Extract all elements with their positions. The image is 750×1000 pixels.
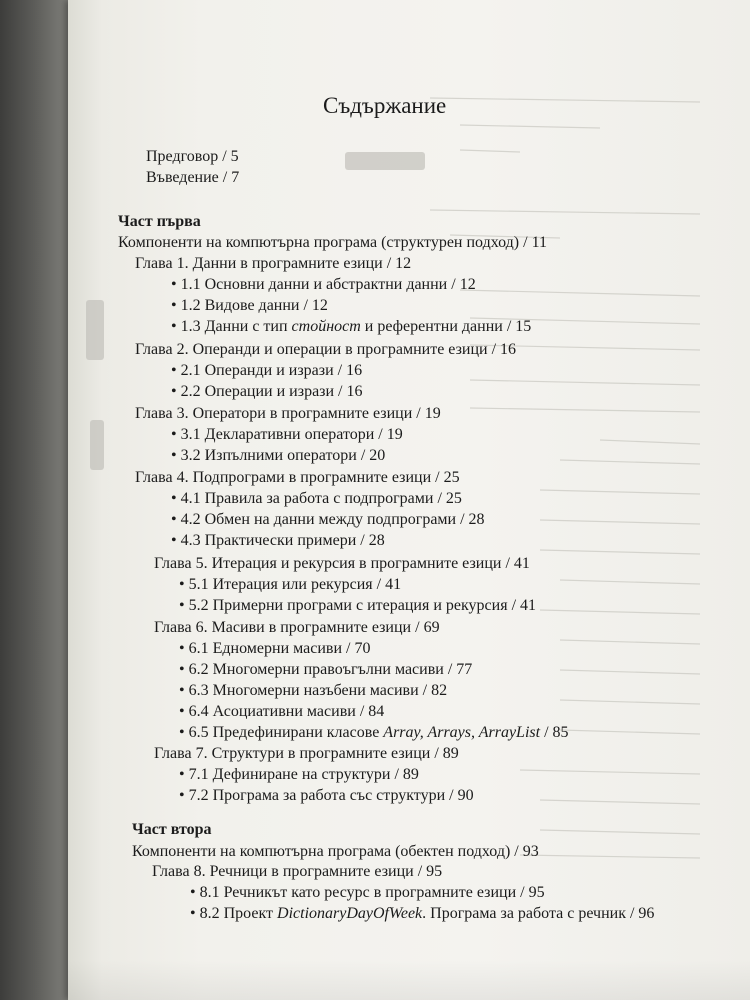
section-4-2: • 4.2 Обмен на данни между подпрограми / 28 (171, 510, 485, 530)
section-1-3: • 1.3 Данни с тип стойност и референтни данни / 15 (171, 317, 531, 337)
part-one-subtitle: Компоненти на компютърна програма (структурен подход) / 11 (118, 234, 547, 251)
chapter-4-title: Глава 4. Подпрограми в програмните езици / 25 (135, 469, 460, 486)
section-1-2: • 1.2 Видове данни / 12 (171, 296, 328, 316)
chapter-8-title: Глава 8. Речници в програмните езици / 95 (152, 863, 443, 880)
section-6-2: • 6.2 Многомерни правоъгълни масиви / 77 (179, 660, 472, 680)
toc-entry-preface: Предговор / 5 (146, 148, 239, 165)
section-6-3: • 6.3 Многомерни назъбени масиви / 82 (179, 681, 447, 701)
section-6-4: • 6.4 Асоциативни масиви / 84 (179, 702, 384, 722)
section-3-2: • 3.2 Изпълними оператори / 20 (171, 446, 385, 466)
section-1-1: • 1.1 Основни данни и абстрактни данни / 12 (171, 275, 476, 295)
section-3-1: • 3.1 Декларативни оператори / 19 (171, 425, 403, 445)
chapter-1-title: Глава 1. Данни в програмните езици / 12 (135, 255, 412, 272)
page-bottom-shadow (68, 960, 750, 1000)
part-two-subtitle: Компоненти на компютърна програма (обектен подход) / 93 (132, 843, 539, 860)
section-7-1: • 7.1 Дефиниране на структури / 89 (179, 765, 419, 785)
chapter-7-title: Глава 7. Структури в програмните езици / 89 (154, 745, 459, 762)
section-2-2: • 2.2 Операции и изрази / 16 (171, 382, 363, 402)
section-6-5: • 6.5 Предефинирани класове Array, Arrays, ArrayList / 85 (179, 723, 569, 743)
part-one-heading: Част първа (118, 213, 201, 230)
section-5-2: • 5.2 Примерни програми с итерация и рекурсия / 41 (179, 596, 536, 616)
section-7-2: • 7.2 Програма за работа със структури / 90 (179, 786, 474, 806)
toc-entry-introduction: Въведение / 7 (146, 169, 240, 186)
section-6-1: • 6.1 Едномерни масиви / 70 (179, 639, 370, 659)
section-5-1: • 5.1 Итерация или рекурсия / 41 (179, 575, 401, 595)
chapter-6-title: Глава 6. Масиви в програмните езици / 69 (154, 619, 440, 636)
part-two-heading: Част втора (132, 821, 212, 838)
chapter-5-title: Глава 5. Итерация и рекурсия в програмните езици / 41 (154, 555, 530, 572)
section-8-2: • 8.2 Проект DictionaryDayOfWeek. Програма за работа с речник / 96 (190, 904, 654, 924)
chapter-2-title: Глава 2. Операнди и операции в програмните езици / 16 (135, 341, 517, 358)
page-title: Съдържание (323, 93, 447, 118)
section-4-1: • 4.1 Правила за работа с подпрограми / 25 (171, 489, 462, 509)
section-4-3: • 4.3 Практически примери / 28 (171, 531, 385, 551)
chapter-3-title: Глава 3. Оператори в програмните езици / 19 (135, 405, 441, 422)
section-2-1: • 2.1 Операнди и изрази / 16 (171, 361, 362, 381)
section-8-1: • 8.1 Речникът като ресурс в програмните езици / 95 (190, 883, 545, 903)
